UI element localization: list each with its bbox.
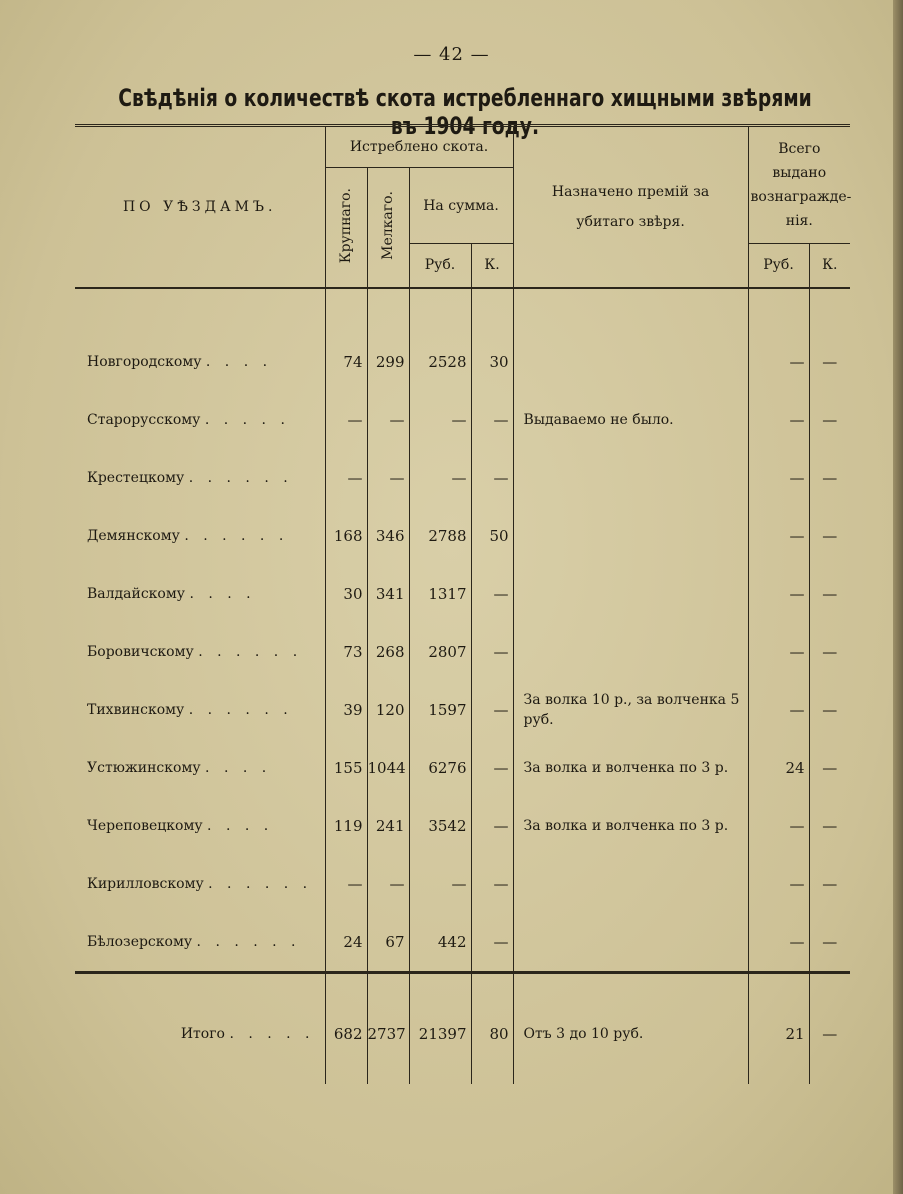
sum-kop: 80 xyxy=(471,984,513,1084)
paid-kop: — xyxy=(822,874,838,893)
paid-rub: — xyxy=(748,391,809,449)
leader-dots: . . . . . . xyxy=(196,933,301,950)
table-row xyxy=(75,623,850,681)
leader-dots: . . . . . . xyxy=(198,643,303,660)
large-count: 74 xyxy=(325,333,367,391)
large-count: 155 xyxy=(325,739,367,797)
table-row xyxy=(75,855,850,913)
paid-rub: 21 xyxy=(748,984,809,1084)
district-name xyxy=(75,507,325,565)
header-kop: К. xyxy=(471,244,513,288)
sum-kop: — xyxy=(471,391,513,449)
table-row xyxy=(75,333,850,391)
district-name xyxy=(75,333,325,391)
bounty-note: За волка 10 р., за волченка 5 руб. xyxy=(513,681,748,739)
header-rub-paid: Руб. xyxy=(748,244,809,288)
leader-dots: . . . . . xyxy=(204,411,290,428)
sum-kop: — xyxy=(471,449,513,507)
large-count: 39 xyxy=(325,681,367,739)
sum-kop: — xyxy=(471,913,513,973)
district-label: Череповецкому xyxy=(87,817,203,834)
district-name xyxy=(75,623,325,681)
small-count: 1044 xyxy=(367,739,409,797)
district-label: Крестецкому xyxy=(87,469,185,486)
leader-dots: . . . . . . xyxy=(188,701,293,718)
paid-kop: — xyxy=(822,410,838,429)
header-district xyxy=(75,126,325,288)
district-name xyxy=(75,855,325,913)
bounty-note xyxy=(513,565,748,623)
table-row xyxy=(75,391,850,449)
paid-kop: — xyxy=(822,526,838,545)
page-number: — 42 — xyxy=(413,44,490,65)
large-count: 119 xyxy=(325,797,367,855)
small-count: 341 xyxy=(367,565,409,623)
header-small xyxy=(367,168,409,288)
leader-dots: . . . . . . xyxy=(208,875,313,892)
page-title: Свѣдѣнія о количествѣ скота истребленнаго хищными звѣрями въ 1904 году. xyxy=(118,84,812,140)
sum-rub: 21397 xyxy=(409,984,471,1084)
large-count: — xyxy=(325,449,367,507)
paid-rub: — xyxy=(748,333,809,391)
paid-rub: 24 xyxy=(748,739,809,797)
table-row xyxy=(75,913,850,973)
paid-rub: — xyxy=(748,797,809,855)
paid-kop: — xyxy=(822,816,838,835)
district-label: Тихвинскому xyxy=(87,701,185,718)
small-count: 268 xyxy=(367,623,409,681)
header-destroyed: Истреблено скота. xyxy=(325,126,513,168)
paid-kop: — xyxy=(822,1024,838,1043)
small-count: 241 xyxy=(367,797,409,855)
bounty-note: Выдаваемо не было. xyxy=(513,391,748,449)
paid-rub: — xyxy=(748,623,809,681)
district-name xyxy=(75,449,325,507)
district-name xyxy=(75,913,325,973)
district-label: Валдайскому xyxy=(87,585,185,602)
paid-rub: — xyxy=(748,913,809,973)
paid-kop: — xyxy=(822,932,838,951)
large-count: 168 xyxy=(325,507,367,565)
large-count: — xyxy=(325,855,367,913)
district-name xyxy=(75,681,325,739)
bounty-note: Отъ 3 до 10 руб. xyxy=(513,984,748,1084)
table-row xyxy=(75,739,850,797)
table-row xyxy=(75,797,850,855)
district-name xyxy=(75,565,325,623)
district-name xyxy=(75,984,325,1084)
sum-rub: — xyxy=(409,855,471,913)
bounty-note: За волка и волченка по 3 р. xyxy=(513,739,748,797)
small-count: — xyxy=(367,391,409,449)
leader-dots: . . . . xyxy=(205,759,272,776)
paid-kop: — xyxy=(822,584,838,603)
total-row xyxy=(75,984,850,1084)
sum-kop: — xyxy=(471,855,513,913)
small-count: 346 xyxy=(367,507,409,565)
bounty-note xyxy=(513,913,748,973)
large-count: 682 xyxy=(325,984,367,1084)
sum-kop: — xyxy=(471,797,513,855)
district-name xyxy=(75,739,325,797)
bounty-note xyxy=(513,623,748,681)
leader-dots: . . . . xyxy=(205,353,273,370)
sum-rub: — xyxy=(409,391,471,449)
small-count: — xyxy=(367,449,409,507)
header-rub: Руб. xyxy=(409,244,471,288)
district-label: Боровичскому xyxy=(87,643,194,660)
district-label: Итого xyxy=(180,1025,225,1042)
sum-rub: — xyxy=(409,449,471,507)
sum-rub: 6276 xyxy=(409,739,471,797)
district-label: Кирилловскому xyxy=(87,875,204,892)
sum-kop: 50 xyxy=(471,507,513,565)
paid-kop: — xyxy=(822,642,838,661)
bounty-note xyxy=(513,507,748,565)
leader-dots: . . . . . . xyxy=(188,469,293,486)
small-count: 2737 xyxy=(367,984,409,1084)
paid-rub: — xyxy=(748,507,809,565)
bounty-note xyxy=(513,449,748,507)
livestock-table xyxy=(75,124,850,1084)
district-label: Демянскому xyxy=(87,527,180,544)
district-label: Устюжинскому xyxy=(87,759,201,776)
small-count: 67 xyxy=(367,913,409,973)
large-count: — xyxy=(325,391,367,449)
small-count: 120 xyxy=(367,681,409,739)
paid-rub: — xyxy=(748,855,809,913)
header-district-label: ПО УѢЗДАМЪ. xyxy=(122,198,277,215)
table-body xyxy=(75,288,850,1084)
district-label: Бѣлозерскому xyxy=(87,933,193,950)
large-count: 73 xyxy=(325,623,367,681)
leader-dots: . . . . xyxy=(189,585,256,602)
sum-rub: 442 xyxy=(409,913,471,973)
paid-kop: — xyxy=(822,468,838,487)
district-label: Новгородскому xyxy=(87,353,202,370)
district-name xyxy=(75,797,325,855)
table-row xyxy=(75,449,850,507)
sum-rub: 2788 xyxy=(409,507,471,565)
header-bounty: Назначено премій за убитаго звѣря. xyxy=(513,126,748,288)
small-count: 299 xyxy=(367,333,409,391)
large-count: 30 xyxy=(325,565,367,623)
sum-rub: 2807 xyxy=(409,623,471,681)
district-name xyxy=(75,391,325,449)
paid-rub: — xyxy=(748,681,809,739)
leader-dots: . . . . xyxy=(207,817,274,834)
sum-rub: 3542 xyxy=(409,797,471,855)
page-edge xyxy=(893,0,903,1194)
table-row xyxy=(75,507,850,565)
table-row xyxy=(75,681,850,739)
district-label: Старорусскому xyxy=(87,411,201,428)
sum-rub: 1597 xyxy=(409,681,471,739)
bounty-note: За волка и волченка по 3 р. xyxy=(513,797,748,855)
table-row xyxy=(75,565,850,623)
paid-rub: — xyxy=(748,449,809,507)
leader-dots: . . . . . . xyxy=(184,527,289,544)
bounty-note xyxy=(513,333,748,391)
sum-rub: 1317 xyxy=(409,565,471,623)
header-large xyxy=(325,168,367,288)
paid-kop: — xyxy=(822,758,838,777)
sum-kop: — xyxy=(471,565,513,623)
large-count: 24 xyxy=(325,913,367,973)
header-total-paid: Всего выдано вознагражде-нія. xyxy=(748,126,850,244)
sum-kop: — xyxy=(471,623,513,681)
small-count: — xyxy=(367,855,409,913)
sum-rub: 2528 xyxy=(409,333,471,391)
header-large-label: Крупнаго. xyxy=(338,187,354,263)
sum-kop: — xyxy=(471,739,513,797)
bounty-note xyxy=(513,855,748,913)
sum-kop: — xyxy=(471,681,513,739)
paid-rub: — xyxy=(748,565,809,623)
header-sum: На сумма. xyxy=(409,168,513,244)
paid-kop: — xyxy=(822,700,838,719)
sum-kop: 30 xyxy=(471,333,513,391)
leader-dots: . . . . . xyxy=(229,1025,315,1042)
header-small-label: Мелкаго. xyxy=(380,190,396,260)
header-kop-paid: К. xyxy=(809,244,850,288)
paid-kop: — xyxy=(822,352,838,371)
